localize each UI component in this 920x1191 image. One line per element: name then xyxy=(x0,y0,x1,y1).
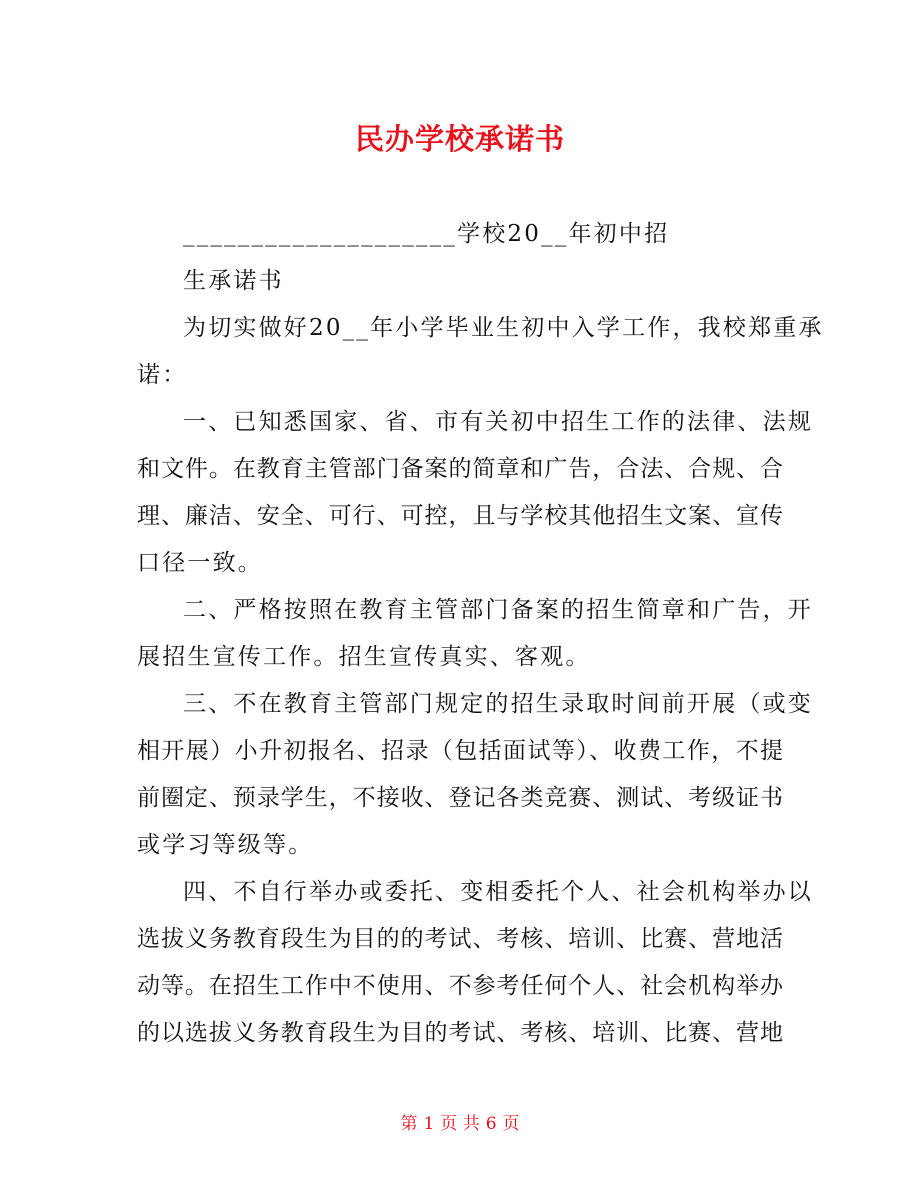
text-line: 展招生宣传工作。招生宣传真实、客观。 xyxy=(137,644,591,670)
text-line: 口径一致。 xyxy=(137,550,263,576)
page-footer xyxy=(0,1111,920,1137)
text-line: 四、不自行举办或委托、变相委托个人、社会机构举办以 xyxy=(183,879,813,905)
page-label-prefix: 第 xyxy=(400,1114,418,1134)
text-line: 生承诺书 xyxy=(183,268,284,294)
text-line-school-header: ____________________学校20__年初中招 xyxy=(183,221,670,247)
text-line: 选拔义务教育段生为目的的考试、考核、培训、比赛、营地活 xyxy=(137,926,783,952)
text-line: 和文件。在教育主管部门备案的简章和广告，合法、合规、合 xyxy=(137,456,783,482)
text-line: 为切实做好20__年小学毕业生初中入学工作，我校郑重承 xyxy=(183,315,824,341)
text-line: 或学习等级等。 xyxy=(137,832,314,858)
total-pages: 6 xyxy=(485,1114,497,1134)
text-line: 三、不在教育主管部门规定的招生录取时间前开展（或变 xyxy=(183,691,813,717)
page-label-suffix: 页 xyxy=(502,1114,520,1134)
text-line: 前圈定、预录学生，不接收、登记各类竞赛、测试、考级证书 xyxy=(137,785,783,811)
text-line: 相开展）小升初报名、招录（包括面试等）、收费工作，不提 xyxy=(137,738,783,764)
page-number: 1 xyxy=(423,1114,435,1134)
text-line: 一、已知悉国家、省、市有关初中招生工作的法律、法规 xyxy=(183,409,813,435)
text-line: 诺： xyxy=(137,362,188,388)
text-line: 动等。在招生工作中不使用、不参考任何个人、社会机构举办 xyxy=(137,973,783,999)
document-title: 民办学校承诺书 xyxy=(354,122,565,156)
page-label-middle: 页 共 xyxy=(440,1114,480,1134)
text-line: 理、廉洁、安全、可行、可控，且与学校其他招生文案、宣传 xyxy=(137,503,783,529)
text-line: 的以选拔义务教育段生为目的考试、考核、培训、比赛、营地 xyxy=(137,1020,783,1046)
text-line: 二、严格按照在教育主管部门备案的招生简章和广告，开 xyxy=(183,597,813,623)
